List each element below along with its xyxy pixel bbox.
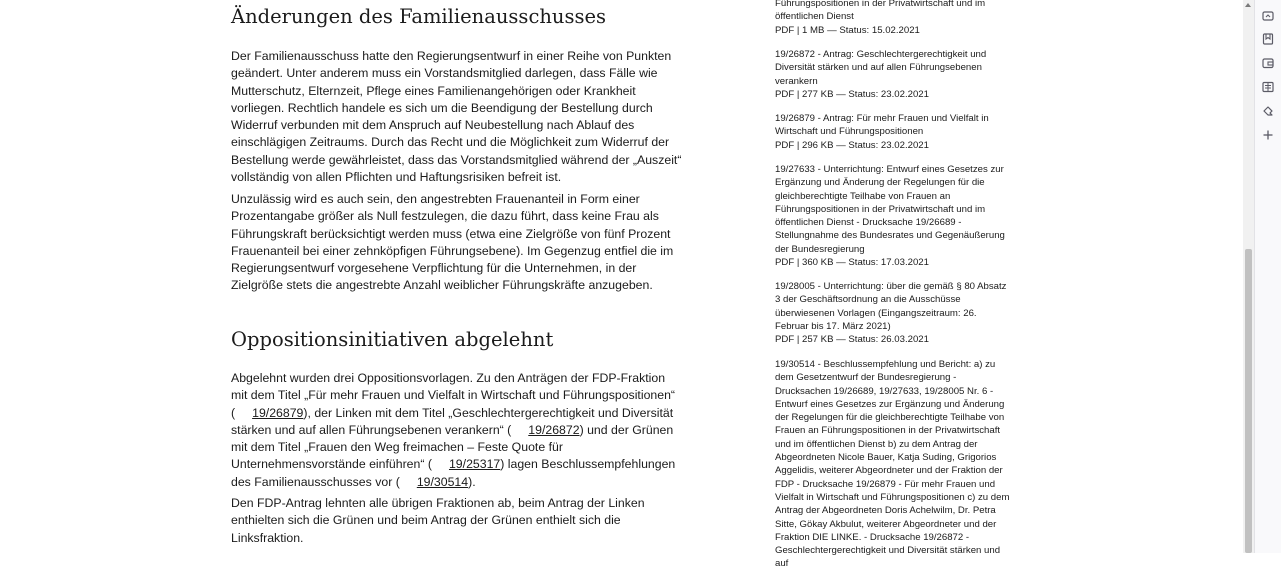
document-link[interactable]: 19/26872 - Antrag: Geschlechtergerechtigkeit und Diversität stärken und auf allen Führungsebenen verankern — [775, 49, 987, 87]
browser-sidebar-toolbar — [1254, 0, 1281, 553]
document-meta: PDF | 360 KB — Status: 17.03.2021 — [775, 257, 929, 269]
document-item — [775, 0, 1012, 37]
document-meta: PDF | 257 KB — Status: 26.03.2021 — [775, 334, 929, 346]
link-19-30514[interactable]: 19/30514 — [416, 474, 469, 489]
document-link[interactable]: 19/28005 - Unterrichtung: über die gemäß § 80 Absatz 3 der Geschäftsordnung an die Ausschüsse überwiesenen Vorlagen (Eingangszeitraum: 26. Februar bis 17. März 2021) — [775, 281, 1007, 332]
document-item — [775, 163, 1012, 269]
bookmark-icon[interactable] — [1262, 33, 1274, 45]
paragraph-opposition-2: Den FDP-Antrag lehnten alle übrigen Fraktionen ab, beim Antrag der Linken enthielten sich die Grünen und beim Antrag der Grünen enthielt sich die Linksfraktion. — [231, 496, 645, 545]
document-link[interactable]: 19/30514 - Beschlussempfehlung und Bericht: a) zu dem Gesetzentwurf der Bundesregierung - Drucksachen 19/26689, 19/27633, 19/28005 Nr. 6 - Entwurf eines Gesetzes zur Ergänzung und Änderung der Regelungen für die gleichberechtigte Teilhabe von Frauen an Führungspositionen in der Privatwirtschaft und im öffentlichen Dienst b) zu dem Antrag der Abgeordneten Nicole Bauer, Katja Suding, Grigorios Aggelidis, weiterer Abgeordneter und der Fraktion der FDP - Drucksache 19/26879 - Für mehr Frauen und Vielfalt in Wirtschaft und Führungspositionen c) zu dem Antrag der Abgeordneten Doris Achelwilm, Dr. Petra Sitte, Gökay Akbulut, weiterer Abgeordneter und der Fraktion DIE LINKE. - Drucksache 19/26872 - Geschlechtergerechtigkeit und Diversität stärken und auf — [775, 359, 1010, 570]
document-item — [775, 358, 1012, 571]
link-19-26879[interactable]: 19/26879 — [252, 405, 304, 420]
extension-icon[interactable] — [1262, 105, 1274, 117]
document-link[interactable]: 19/26879 - Antrag: Für mehr Frauen und Vielfalt in Wirtschaft und Führungspositionen — [775, 113, 989, 138]
page-scrollbar[interactable] — [1243, 0, 1254, 553]
reader-list-icon[interactable] — [1262, 81, 1274, 93]
section-heading-changes: Änderungen des Familienausschusses — [231, 5, 607, 28]
document-item — [775, 48, 1012, 101]
document-meta: PDF | 277 KB — Status: 23.02.2021 — [775, 88, 929, 100]
pocket-icon[interactable] — [1262, 57, 1274, 69]
text-fragment: Abgelehnt wurden drei Oppositionsvorlagen. Zu den Anträgen der FDP-Fraktion mit dem Titel „Für mehr Frauen und Vielfalt in Wirtschaft und Führungspositionen“ ( — [231, 371, 676, 420]
reader-view-icon[interactable] — [1262, 10, 1274, 22]
scroll-up-arrow-icon[interactable] — [1245, 3, 1251, 7]
document-link[interactable]: Führungspositionen in der Privatwirtschaft und im öffentlichen Dienst — [775, 0, 986, 23]
text-fragment: ) und der Grünen mit dem Titel „Frauen den Weg freimachen – Feste Quote für Unternehmensvorstände einführen“ ( — [231, 422, 674, 472]
text-fragment: ) lagen Beschlussempfehlungen des Familienausschusses vor ( — [231, 457, 676, 489]
link-19-26872[interactable]: 19/26872 — [528, 422, 580, 437]
text-fragment: ), der Linken mit dem Titel „Geschlechtergerechtigkeit und Diversität stärken und auf allen Führungsebenen verankern“ ( — [231, 405, 674, 437]
document-item — [775, 280, 1012, 346]
document-meta: PDF | 1 MB — Status: 15.02.2021 — [775, 24, 920, 36]
document-meta: PDF | 296 KB — Status: 23.02.2021 — [775, 139, 929, 151]
add-icon[interactable] — [1262, 129, 1274, 141]
section-heading-opposition: Oppositionsinitiativen abgelehnt — [231, 328, 554, 351]
link-19-25317[interactable]: 19/25317 — [448, 457, 501, 472]
scrollbar-thumb[interactable] — [1245, 249, 1252, 553]
text-fragment: ). — [468, 474, 476, 489]
document-item — [775, 112, 1012, 152]
document-link[interactable]: 19/27633 - Unterrichtung: Entwurf eines Gesetzes zur Ergänzung und Änderung der Regelungen für die gleichberechtigte Teilhabe von Frauen an Führungspositionen in der Privatwirtschaft und im öffentlichen Dienst - Drucksache 19/26689 - Stellungnahme des Bundesrates und Gegenäußerung der Bundesregierung — [775, 164, 1005, 255]
paragraph-changes-2: Unzulässig wird es auch sein, den angestrebten Frauenanteil in Form einer Prozentangabe größer als Null festzulegen, die dazu führt, dass keine Frau als Führungskraft berücksichtigt werden muss (etwa eine Zielgröße von fünf Prozent Frauenanteil bei einer zehnköpfigen Führungsebene). Im Gegenzug entfiel die im Regierungsentwurf vorgesehene Verpflichtung für die Unternehmen, in der Zielgröße stets die angestrebte Anzahl weiblicher Führungskräfte anzugeben. — [231, 192, 674, 293]
paragraph-changes-1: Der Familienausschuss hatte den Regierungsentwurf in einer Reihe von Punkten geändert. Unter anderem muss ein Vorstandsmitglied darlegen, dass Fälle wie Mutterschutz, Elternzeit, Pflege eines Familienangehörigen oder Krankheit vorliegen. Rechtlich handele es sich um die Beendigung der Bestellung durch Widerruf verbunden mit dem Anspruch auf Neubestellung nach Ablauf des einschlägigen Zeitraums. Durch das Recht und die Möglichkeit zum Widerruf der Bestellung werde gewährleistet, dass das Vorstandsmitglied während der „Auszeit“ vollständig von allen Pflichten und Haftungsrisiken befreit ist. — [231, 49, 682, 185]
paragraph-opposition-1 — [231, 370, 683, 491]
